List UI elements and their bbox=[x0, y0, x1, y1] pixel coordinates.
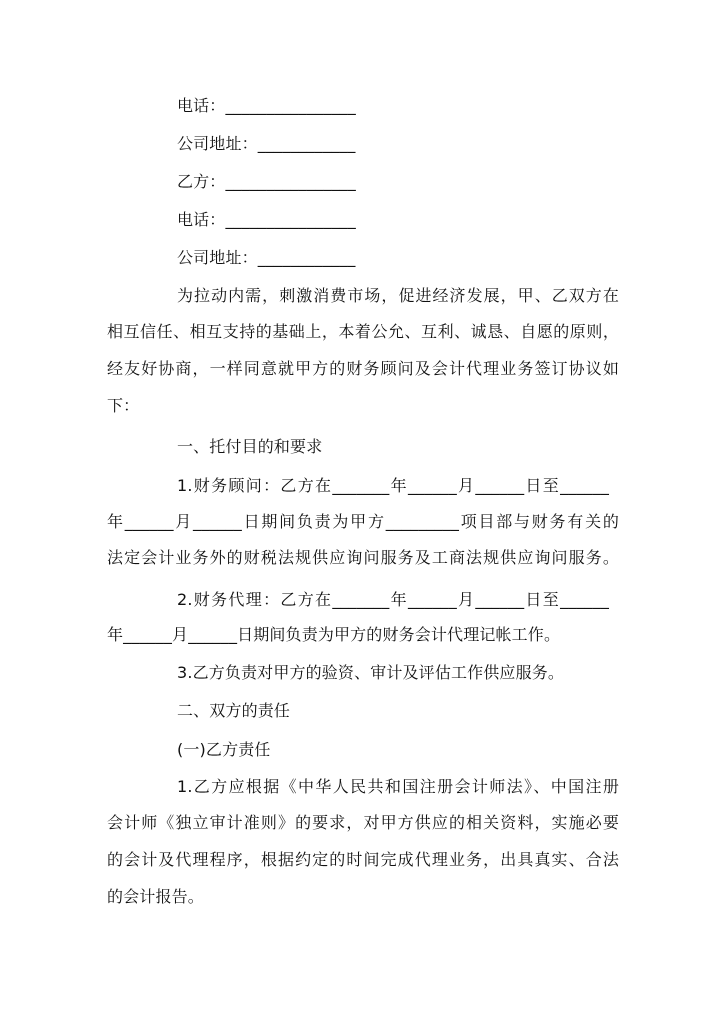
intro-paragraph-line-2: 相互信任、相互支持的基础上，本着公允、互利、诚恳、自愿的原则， bbox=[107, 322, 619, 341]
intro-paragraph-line-4: 下： bbox=[107, 396, 140, 415]
responsibility-line-1: 1.乙方应根据《中华人民共和国注册会计师法》、中国注册 bbox=[177, 777, 619, 796]
intro-paragraph-line-1: 为拉动内需，刺激消费市场，促进经济发展，甲、乙双方在 bbox=[177, 286, 619, 305]
financial-advisor-line-3: 法定会计业务外的财税法规供应询问服务及工商法规供应询问服务。 bbox=[107, 548, 619, 567]
financial-advisor-line-2: 年______月______日期间负责为甲方_________项目部与财务有关的 bbox=[107, 512, 619, 531]
audit-service-line: 3.乙方负责对甲方的验资、审计及评估工作供应服务。 bbox=[177, 663, 565, 682]
subsection-heading-1: (一)乙方责任 bbox=[177, 740, 271, 759]
section-heading-2: 二、双方的责任 bbox=[177, 701, 291, 720]
responsibility-line-2: 会计师《独立审计准则》的要求，对甲方供应的相关资料，实施必要 bbox=[107, 813, 619, 832]
financial-agency-line-2: 年______月______日期间负责为甲方的财务会计代理记帐工作。 bbox=[107, 625, 561, 644]
responsibility-line-3: 的会计及代理程序，根据约定的时间完成代理业务，出具真实、合法 bbox=[107, 850, 619, 869]
responsibility-line-4: 的会计报告。 bbox=[107, 887, 204, 906]
intro-paragraph-line-3: 经友好协商，一样同意就甲方的财务顾问及会计代理业务签订协议如 bbox=[107, 359, 619, 378]
party-a-phone-line: 电话：________________ bbox=[177, 96, 356, 115]
party-b-line: 乙方：________________ bbox=[177, 172, 356, 191]
financial-agency-line-1: 2.财务代理：乙方在_______年______月______日至______ bbox=[177, 590, 609, 609]
section-heading-1: 一、托付目的和要求 bbox=[177, 437, 323, 456]
party-b-address-line: 公司地址：____________ bbox=[177, 248, 356, 267]
party-b-phone-line: 电话：________________ bbox=[177, 210, 356, 229]
party-a-address-line: 公司地址：____________ bbox=[177, 134, 356, 153]
financial-advisor-line-1: 1.财务顾问：乙方在_______年______月______日至______ bbox=[177, 476, 609, 495]
